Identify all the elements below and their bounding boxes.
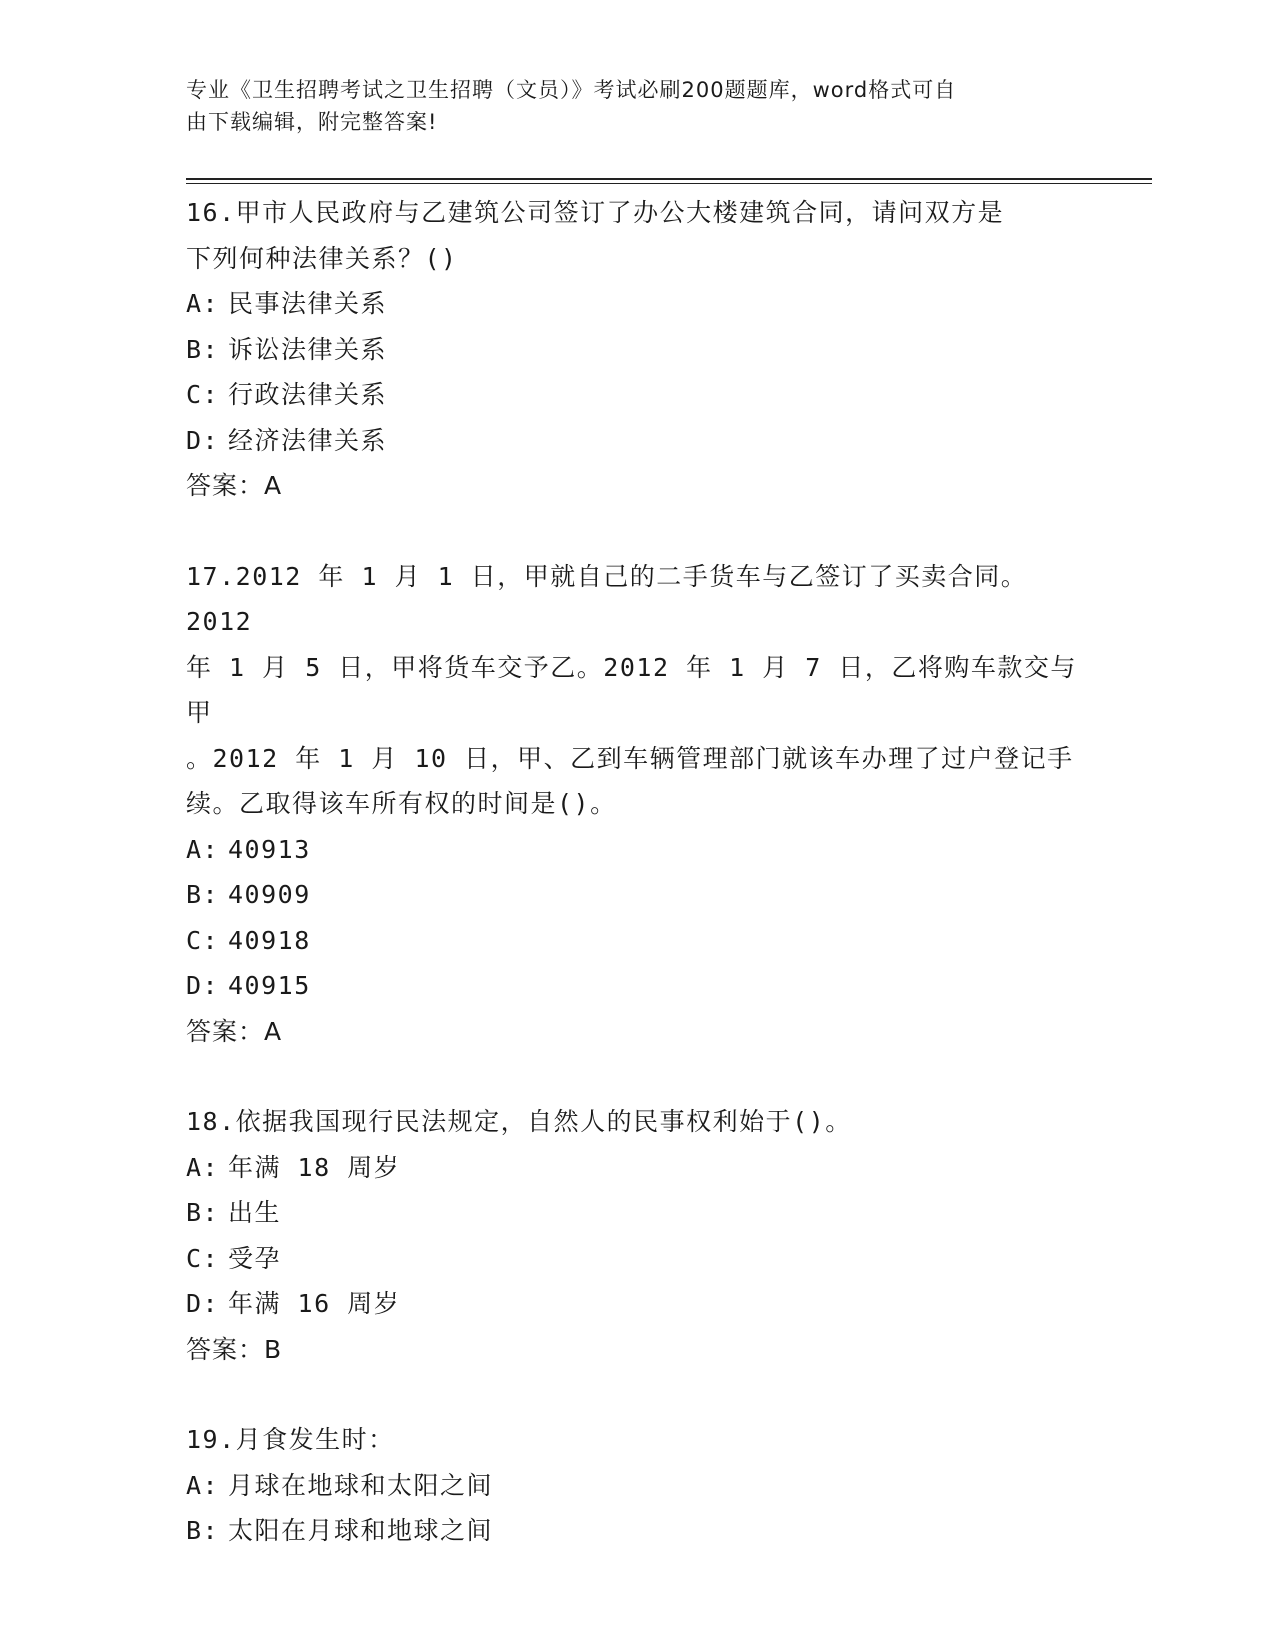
option-d (186, 1281, 1086, 1327)
option-key: D: (186, 425, 220, 455)
question-spacer (186, 509, 1086, 554)
question-stem-line: 年 1 月 5 日，甲将货车交予乙。2012 年 1 月 7 日，乙将购车款交与甲 (186, 652, 1077, 727)
option-key: D: (186, 1289, 220, 1318)
answer-line: 答案：A (186, 1016, 283, 1046)
option-b (186, 1508, 1086, 1554)
option-c (186, 372, 1086, 418)
question-stem-line: 续。乙取得该车所有权的时间是()。 (186, 789, 617, 818)
option-b (186, 872, 1086, 918)
question-stem-line: 18.依据我国现行民法规定，自然人的民事权利始于()。 (186, 1107, 852, 1136)
question-spacer (186, 1054, 1086, 1099)
option-text: 出生 (228, 1198, 282, 1227)
option-text: 年满 18 周岁 (228, 1152, 401, 1182)
option-key: C: (186, 925, 220, 955)
document-header (186, 74, 1066, 138)
option-text: 民事法律关系 (228, 289, 388, 318)
option-c (186, 1236, 1086, 1282)
question-stem-line: 19.月食发生时： (186, 1425, 395, 1454)
option-key: D: (186, 971, 220, 1000)
question-stem-line: 。2012 年 1 月 10 日，甲、乙到车辆管理部门就该车办理了过户登记手 (186, 743, 1074, 773)
option-d (186, 963, 1086, 1009)
option-key: B: (186, 334, 220, 364)
option-b (186, 327, 1086, 373)
option-key: C: (186, 1243, 220, 1273)
answer-line: 答案：A (186, 471, 283, 500)
option-key: B: (186, 880, 220, 909)
option-key: B: (186, 1516, 220, 1545)
option-a (186, 1463, 1086, 1509)
option-text: 40913 (228, 834, 311, 864)
option-text: 年满 16 周岁 (228, 1289, 401, 1318)
question-18 (186, 1099, 1086, 1372)
option-key: B: (186, 1198, 220, 1227)
option-text: 经济法律关系 (228, 425, 388, 455)
header-divider-thick (186, 178, 1152, 180)
question-list (186, 190, 1086, 1554)
option-text: 受孕 (228, 1243, 282, 1273)
question-stem-line: 下列何种法律关系？() (186, 243, 458, 273)
option-key: A: (186, 289, 220, 318)
option-key: A: (186, 1152, 220, 1182)
question-19 (186, 1417, 1086, 1554)
option-a (186, 827, 1086, 873)
answer-line: 答案：B (186, 1334, 283, 1364)
header-line-2: 由下载编辑，附完整答案! (186, 110, 438, 134)
option-key: C: (186, 380, 220, 409)
header-line-1: 专业《卫生招聘考试之卫生招聘（文员）》考试必刷200题题库，word格式可自 (186, 78, 957, 102)
question-17 (186, 554, 1086, 1055)
option-text: 月球在地球和太阳之间 (228, 1470, 494, 1500)
question-spacer (186, 1372, 1086, 1417)
option-text: 太阳在月球和地球之间 (228, 1516, 494, 1545)
option-text: 行政法律关系 (228, 380, 388, 409)
option-text: 40915 (228, 971, 311, 1000)
option-key: A: (186, 1470, 220, 1500)
option-b (186, 1190, 1086, 1236)
option-text: 40909 (228, 880, 311, 909)
question-stem-line: 16.甲市人民政府与乙建筑公司签订了办公大楼建筑合同，请问双方是 (186, 198, 1005, 227)
option-a (186, 1145, 1086, 1191)
option-a (186, 281, 1086, 327)
option-text: 40918 (228, 925, 311, 955)
option-d (186, 418, 1086, 464)
option-text: 诉讼法律关系 (228, 334, 388, 364)
header-divider-thin (186, 183, 1152, 184)
question-16 (186, 190, 1086, 509)
option-key: A: (186, 834, 220, 864)
option-c (186, 918, 1086, 964)
question-stem-line: 17.2012 年 1 月 1 日，甲就自己的二手货车与乙签订了买卖合同。2012 (186, 561, 1028, 636)
